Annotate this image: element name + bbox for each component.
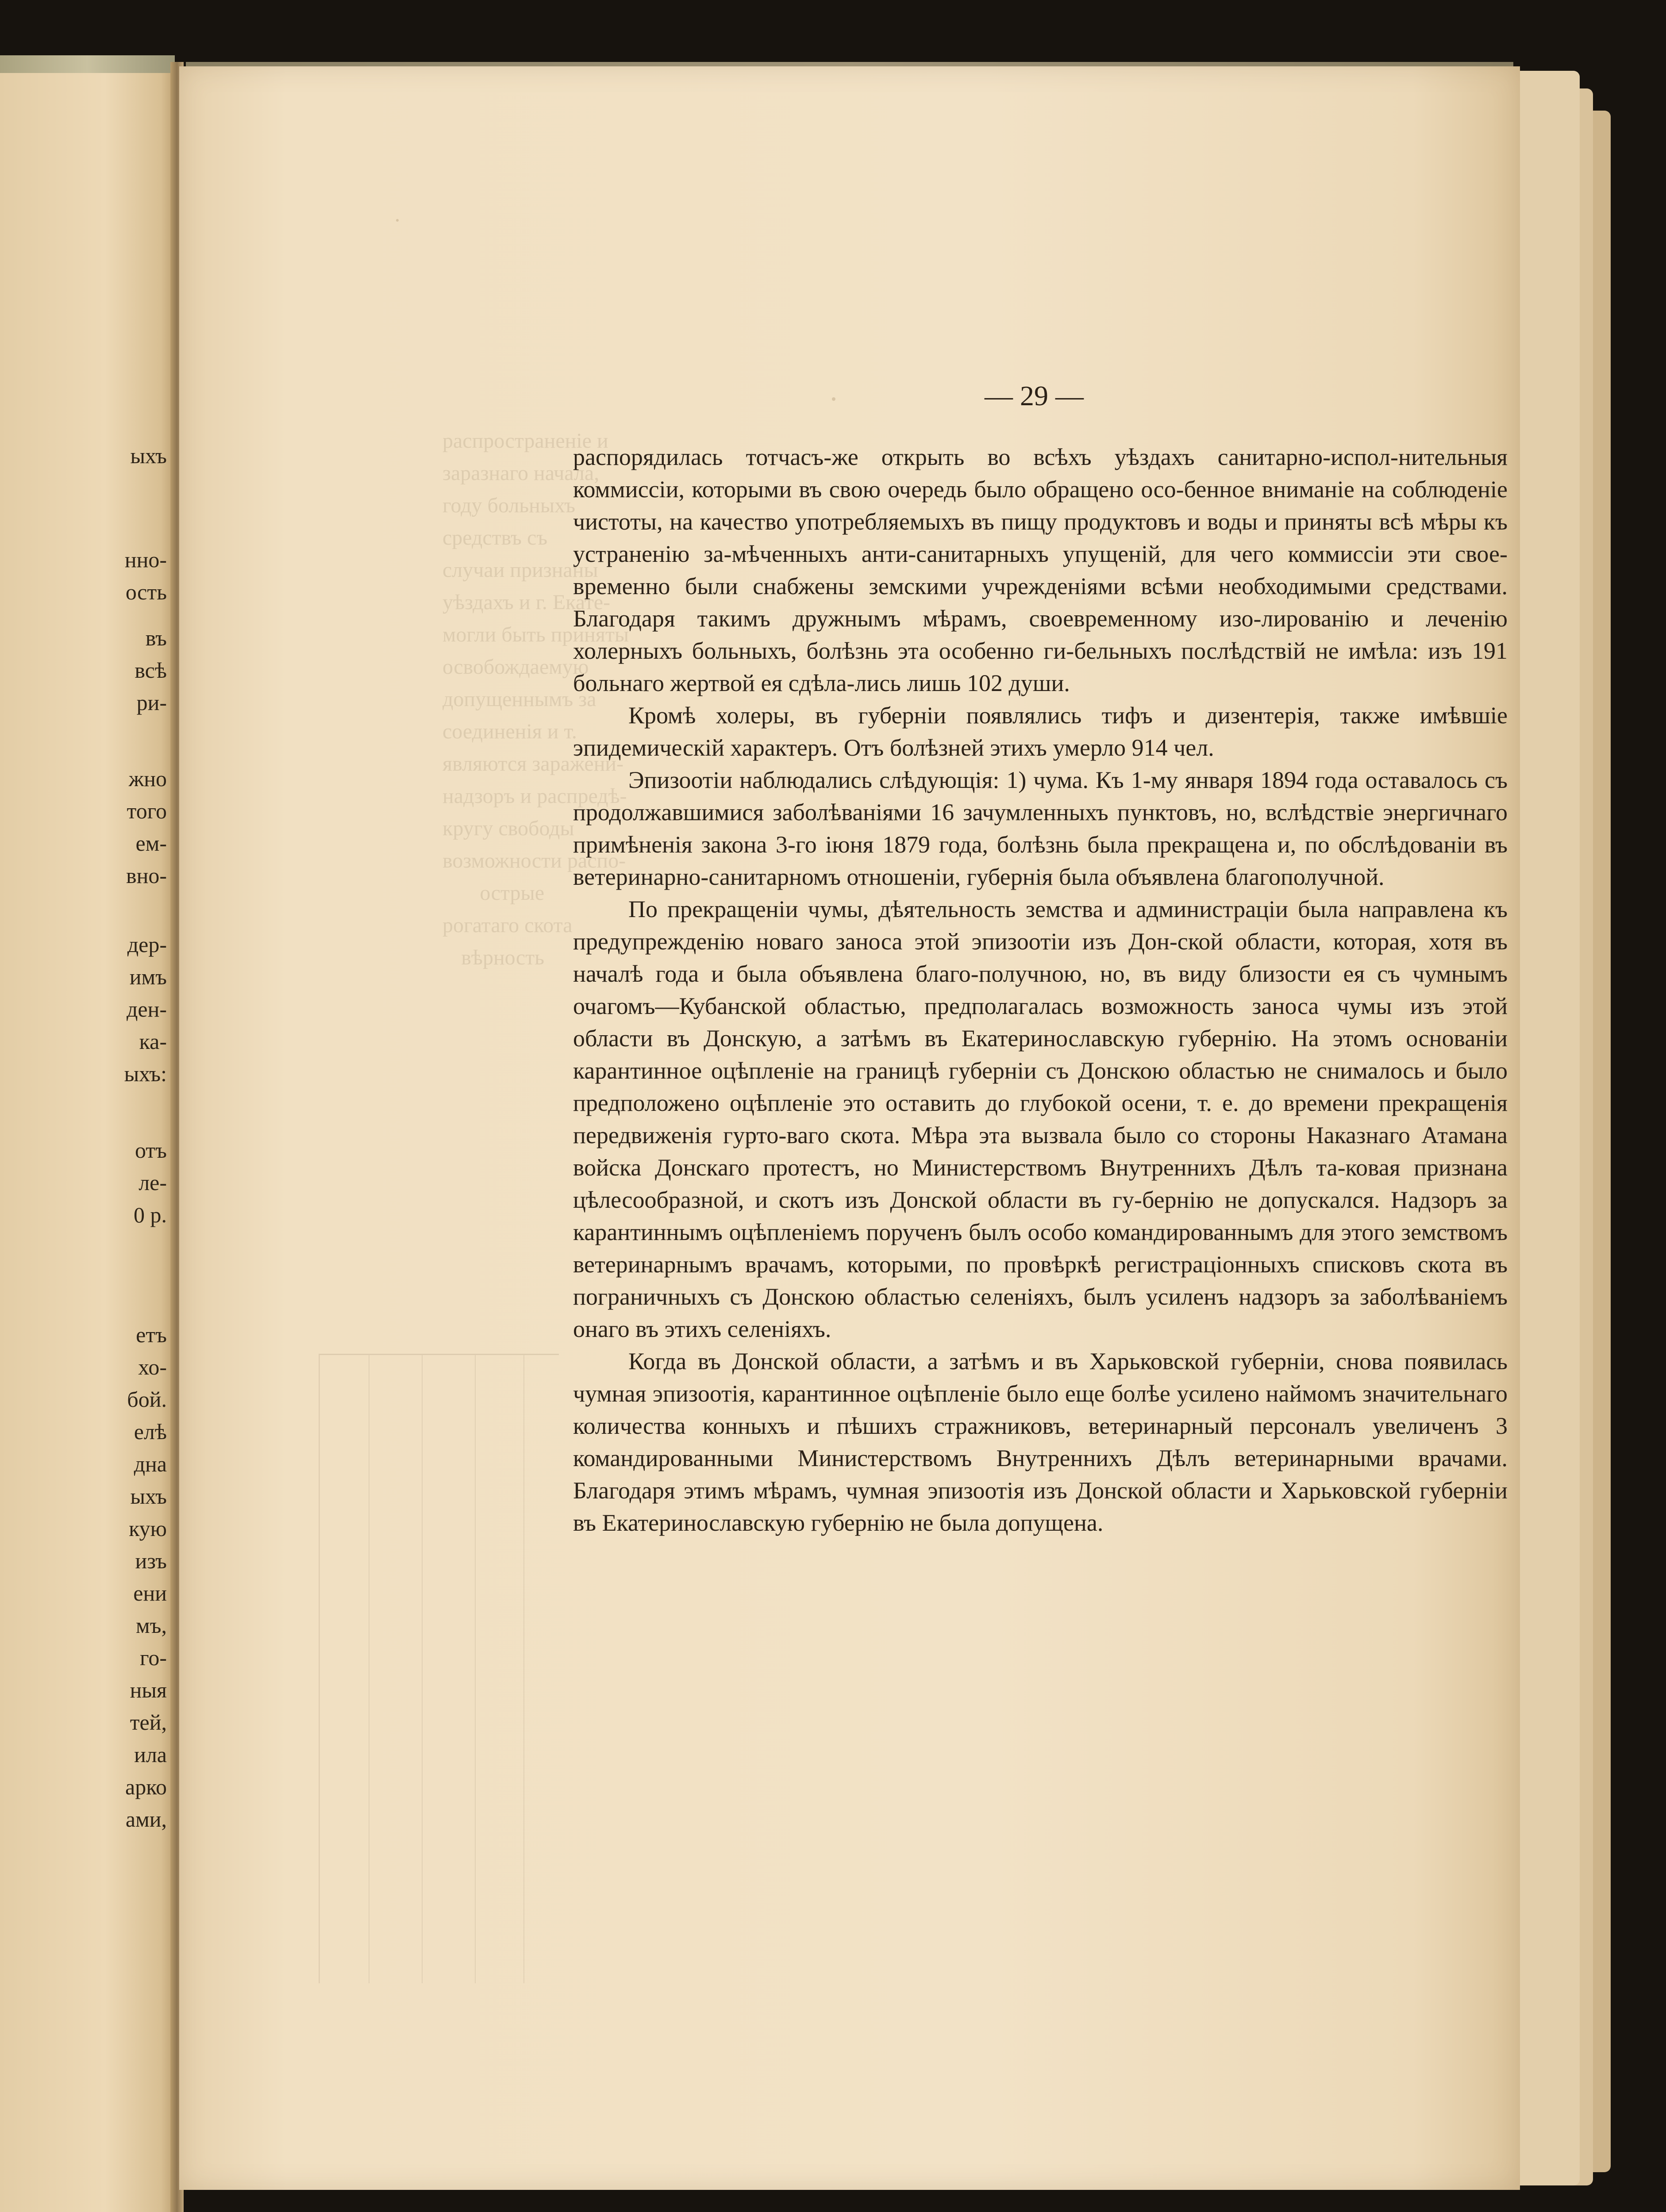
left-page-fragment: хо-: [138, 1355, 167, 1379]
bleed-through-line: освобождаемую: [442, 655, 589, 679]
left-page-top-edge: [0, 55, 175, 73]
left-page-fragment: ыхъ: [130, 1484, 167, 1509]
left-page-fragment: тей,: [130, 1710, 167, 1735]
bleed-through-line: могли быть приняты: [442, 623, 629, 646]
left-page: [0, 58, 175, 2212]
bleed-through-line: уѣздахъ и г. Екате-: [442, 591, 611, 614]
left-page-fragment: ри-: [136, 690, 167, 715]
left-page-fragment: ыхъ: [130, 443, 167, 468]
left-page-fragment: отъ: [135, 1138, 167, 1163]
page-body-text: [573, 441, 1508, 1539]
left-page-fragment: ость: [125, 580, 167, 604]
left-page-fragment: дна: [134, 1452, 167, 1476]
bleed-through-line: острые: [480, 881, 544, 905]
left-page-fragment: дер-: [127, 932, 167, 957]
left-page-fragment: етъ: [136, 1322, 167, 1347]
bleed-through-line: допущеннымъ за: [442, 687, 596, 711]
left-page-fragment: го-: [140, 1645, 167, 1670]
left-page-fragment: ныя: [130, 1678, 167, 1702]
left-page-fragment: кую: [129, 1516, 167, 1541]
bleed-through-line: заразнаго начала,: [442, 461, 600, 485]
left-page-fragment: ем-: [135, 831, 167, 856]
left-page-fragment: ден-: [126, 997, 167, 1022]
left-page-fragment: ила: [134, 1742, 167, 1767]
left-page-fragment: ле-: [139, 1170, 167, 1195]
bleed-through-line: случаи признаны: [442, 558, 598, 582]
bleed-through-text: [442, 425, 629, 974]
left-page-fragment: мъ,: [136, 1613, 167, 1638]
bleed-through-line: являются заражени-: [442, 752, 624, 776]
left-page-fragment: ами,: [125, 1807, 167, 1832]
left-page-fragment: всѣ: [135, 658, 167, 683]
bleed-through-line: рогатаго скота: [442, 914, 573, 937]
left-page-fragment: въ: [145, 626, 167, 650]
bleed-through-line: вѣрность: [461, 946, 544, 969]
left-page-fragment: имъ: [129, 964, 167, 989]
paragraph: распорядилась тотчасъ-же открыть во всѣхъ уѣздахъ санитарно-испол-нительныя коммиссіи, которыми въ свою очередь было обращено осо-бенное вниманіе на соблюденіе чистоты, на качество употребляемыхъ въ пищу продуктовъ и воды и приняты всѣ мѣры къ устраненію за-мѣченныхъ анти-санитарныхъ упущеній, для чего коммиссіи эти свое-временно были снабжены земскими учрежденіями всѣми необходимыми средствами. Благодаря такимъ дружнымъ мѣрамъ, своевременному изо-лированію и леченію холерныхъ больныхъ, болѣзнь эта особенно ги-бельныхъ послѣдствій не имѣла: изъ 191 больнаго жертвой ея сдѣла-лись лишь 102 души.: [573, 444, 1508, 696]
left-page-fragment: бой.: [127, 1387, 167, 1412]
left-page-fragment: арко: [125, 1774, 167, 1799]
paragraph: Эпизоотіи наблюдались слѣдующія: 1) чума. Къ 1-му января 1894 года оставалось съ продолжавшимися заболѣваніями 16 зачумленныхъ пунктовъ, но, вслѣдствіе энергичнаго примѣненія закона 3-го іюня 1879 года, болѣзнь была прекращена и, по обслѣдованіи въ ветеринарно-санитарномъ отношеніи, губернія была объявлена благополучной.: [573, 767, 1508, 890]
bleed-through-line: средствъ съ: [442, 526, 548, 549]
bleed-through-table-column: [523, 1355, 524, 1983]
left-page-fragment: жно: [128, 766, 167, 791]
left-page-fragment: нно-: [124, 547, 167, 572]
page-number: — 29 —: [985, 380, 1084, 411]
left-page-fragment: елѣ: [134, 1419, 167, 1444]
bleed-through-table-column: [422, 1355, 423, 1983]
left-page-fragment: 0 р.: [134, 1202, 167, 1227]
left-page-fragment: изъ: [135, 1548, 167, 1573]
bleed-through-line: году больныхъ: [442, 494, 576, 517]
bleed-through-line: распространеніе и: [442, 429, 608, 453]
bleed-through-line: надзоръ и распредѣ-: [442, 784, 627, 808]
left-page-fragment: того: [127, 799, 167, 823]
bleed-through-table-column: [475, 1355, 476, 1983]
bleed-through-line: возможности распо-: [442, 849, 626, 872]
paragraph: Когда въ Донской области, а затѣмъ и въ Харьковской губерніи, снова появилась чумная эпизоотія, карантинное оцѣпленіе было еще болѣе усилено наймомъ значительнаго количества конныхъ и пѣшихъ стражниковъ, ветеринарный персоналъ увеличенъ 3 командированными Министерствомъ Внутреннихъ Дѣлъ ветеринарными врачами. Благодаря этимъ мѣрамъ, чумная эпизоотія изъ Донской области и Харьковской губерніи въ Екатеринославскую губернію не была допущена.: [573, 1348, 1508, 1536]
page-stack-edge: [1513, 71, 1580, 2185]
paper-spot: [832, 397, 835, 401]
bleed-through-table: [319, 1354, 559, 1983]
left-page-fragment: ыхъ:: [124, 1061, 167, 1086]
left-page-fragment: вно-: [126, 863, 167, 888]
left-page-fragment: ка-: [139, 1029, 167, 1054]
bleed-through-line: кругу свободы: [442, 817, 574, 840]
bleed-through-line: соединенія и т.: [442, 720, 577, 743]
left-page-fragment: ени: [133, 1581, 167, 1605]
paper-spot: [396, 219, 399, 222]
paragraph: Кромѣ холеры, въ губерніи появлялись тифъ и дизентерія, также имѣвшіе эпидемическій характеръ. Отъ болѣзней этихъ умерло 914 чел.: [573, 702, 1508, 761]
paragraph: По прекращеніи чумы, дѣятельность земства и администраціи была направлена къ предупрежденію новаго заноса этой эпизоотіи изъ Дон-ской области, которая, хотя въ началѣ года и была объявлена благо-получною, но, въ виду близости ея съ чумнымъ очагомъ—Кубанской областью, предполагалась возможность заноса чумы изъ этой области въ Донскую, а затѣмъ въ Екатеринославскую губернію. На этомъ основаніи карантинное оцѣпленіе на границѣ губерніи съ Донскою областью не снималось и было предположено оцѣпленіе это оставить до глубокой осени, т. е. до времени прекращенія передвиженія гурто-ваго скота. Мѣра эта вызвала было со стороны Наказнаго Атамана войска Донскаго протестъ, но Министерствомъ Внутреннихъ Дѣлъ та-ковая признана цѣлесообразной, и скотъ изъ Донской области въ гу-бернію не допускался. Надзоръ за карантиннымъ оцѣпленіемъ порученъ былъ особо командированнымъ для этого земствомъ ветеринарнымъ врачамъ, которыми, по провѣркѣ регистраціонныхъ списковъ скота въ пограничныхъ съ Донскою областью селеніяхъ, былъ усиленъ надзоръ за заболѣваніемъ онаго въ этихъ селеніяхъ.: [573, 896, 1508, 1342]
